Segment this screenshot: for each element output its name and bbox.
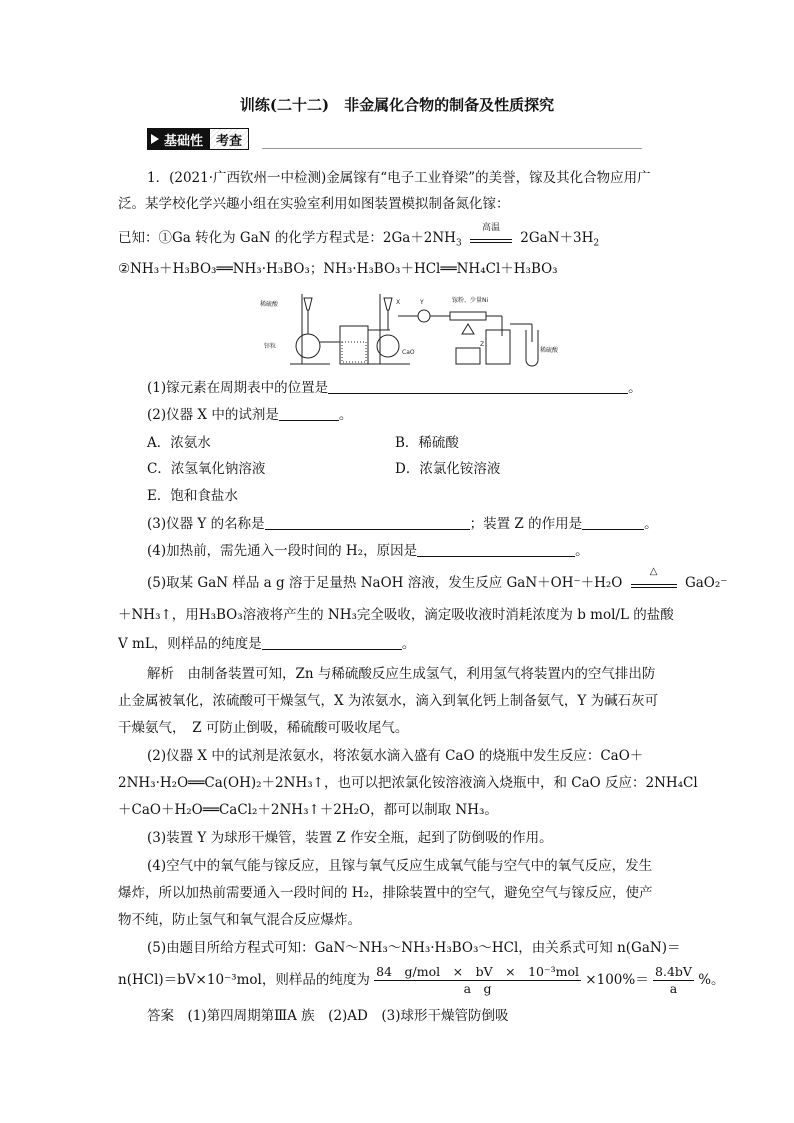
analysis-p1a: 解析 由制备装置可知，Zn 与稀硫酸反应生成氢气，利用氢气将装置内的空气排出防 xyxy=(147,666,656,682)
sub5-line3: V mL，则样品的纯度是 。 xyxy=(118,636,416,652)
known-2: ②NH₃＋H₃BO₃══NH₃·H₃BO₃；NH₃·H₃BO₃＋HCl══NH₄Cl＋H₃BO₃ xyxy=(118,261,558,277)
analysis-p1c: 干燥氨气， Z 可防止倒吸，稀硫酸可吸收尾气。 xyxy=(118,720,409,736)
label-cao: CaO xyxy=(402,349,415,356)
analysis-p4a: (4)空气中的氧气能与镓反应，且镓与氧气反应生成氧气能与空气中的氧气反应，发生 xyxy=(147,858,653,874)
analysis-p5b: n(HCl)＝bV×10⁻³mol，则样品的纯度为 $\frac{\text{84 g/mol × bV × 10⁻³mol}}{\text{a g}}$ ×100%＝ $\frac{8.4bV}{a}$ %。 xyxy=(118,964,725,996)
label-dilute-acid-right: 稀硫酸 xyxy=(540,347,559,354)
known-1: 已知：①Ga 转化为 GaN 的化学方程式是：$2Ga+2NH_3$ 高温 $2GaN+3H_2$ xyxy=(118,222,600,249)
apparatus-figure xyxy=(240,290,560,370)
option-d: D．浓氯化铵溶液 xyxy=(395,461,501,477)
analysis-p4c: 物不纯，防止氢气和氧气混合反应爆炸。 xyxy=(118,912,361,928)
analysis-p4b: 爆炸，所以加热前需要通入一段时间的 H₂，排除装置中的空气，避免空气与镓反应，使产 xyxy=(118,885,653,901)
sub1: (1)镓元素在周期表中的位置是 。 xyxy=(147,380,642,396)
analysis-p5a: (5)由题目所给方程式可知：GaN～NH₃～NH₃·H₃BO₃～HCl，由关系式可知 n(GaN)＝ xyxy=(147,940,681,956)
sub4: (4)加热前，需先通入一段时间的 H₂，原因是 。 xyxy=(147,543,589,559)
sub5-line1: (5)取某 GaN 样品 a g 溶于足量热 NaOH 溶液，发生反应 GaN＋OH⁻＋H₂O △ GaO₂⁻ xyxy=(147,565,728,591)
label-y: Y xyxy=(420,299,424,306)
option-c: C．浓氢氧化钠溶液 xyxy=(147,461,266,477)
sub3: (3)仪器 Y 的名称是 ；装置 Z 的作用是 。 xyxy=(147,516,658,532)
label-ga-ni: 镓粉、少量Ni xyxy=(452,297,489,304)
page-title: 训练(二十二) 非金属化合物的制备及性质探究 xyxy=(239,96,555,114)
option-b: B．稀硫酸 xyxy=(395,435,459,451)
q1-line1: 1．(2021·广西钦州一中检测)金属镓有“电子工业脊梁”的美誉，镓及其化合物应用广 xyxy=(147,170,651,186)
sub5-line2: ＋NH₃↑，用H₃BO₃溶液将产生的 NH₃完全吸收，滴定吸收液时消耗浓度为 b mol/L 的盐酸 xyxy=(118,607,674,623)
label-zinc: 锌粒 xyxy=(264,343,277,350)
fraction-purity: $\frac{\text{84 g/mol × bV × 10⁻³mol}}{\text{a g}}$ xyxy=(376,964,579,996)
analysis-p2a: (2)仪器 X 中的试剂是浓氨水，将浓氨水滴入盛有 CaO 的烧瓶中发生反应：CaO＋ xyxy=(147,748,644,764)
option-a: A．浓氨水 xyxy=(147,435,211,451)
badge-part1: 基础性 xyxy=(147,128,209,150)
label-x: X xyxy=(396,299,401,306)
analysis-p3: (3)装置 Y 为球形干燥管，装置 Z 作安全瓶，起到了防倒吸的作用。 xyxy=(147,830,553,846)
play-icon xyxy=(151,134,159,144)
analysis-p2b: 2NH₃·H₂O══Ca(OH)₂＋2NH₃↑，也可以把浓氯化铵溶液滴入烧瓶中，和 CaO 反应：2NH₄Cl xyxy=(118,775,698,791)
label-z: Z xyxy=(480,341,485,348)
label-dilute-acid-left: 稀硫酸 xyxy=(260,301,279,308)
q1-line2: 泛。某学校化学兴趣小组在实验室利用如图装置模拟制备氮化镓： xyxy=(118,196,510,212)
section-badge xyxy=(147,128,249,150)
sub5-condition: △ xyxy=(649,565,658,577)
known1-condition: 高温 xyxy=(481,222,500,233)
badge-part2: 考查 xyxy=(209,128,249,150)
fraction-result: $\frac{8.4bV}{a}$ xyxy=(655,964,692,996)
answer: 答案 (1)第四周期第ⅢA 族 (2)AD (3)球形干燥管防倒吸 xyxy=(147,1008,509,1024)
analysis-p1b: 止金属被氧化，浓硫酸可干燥氢气，X 为浓氨水，滴入到氧化钙上制备氨气，Y 为碱石灰可 xyxy=(118,693,659,709)
analysis-p2c: ＋CaO＋H₂O══CaCl₂＋2NH₃↑＋2H₂O，都可以制取 NH₃。 xyxy=(118,802,498,818)
sub2: (2)仪器 X 中的试剂是 。 xyxy=(147,407,353,423)
option-e: E．饱和食盐水 xyxy=(147,488,238,504)
badge-divider xyxy=(262,148,642,149)
